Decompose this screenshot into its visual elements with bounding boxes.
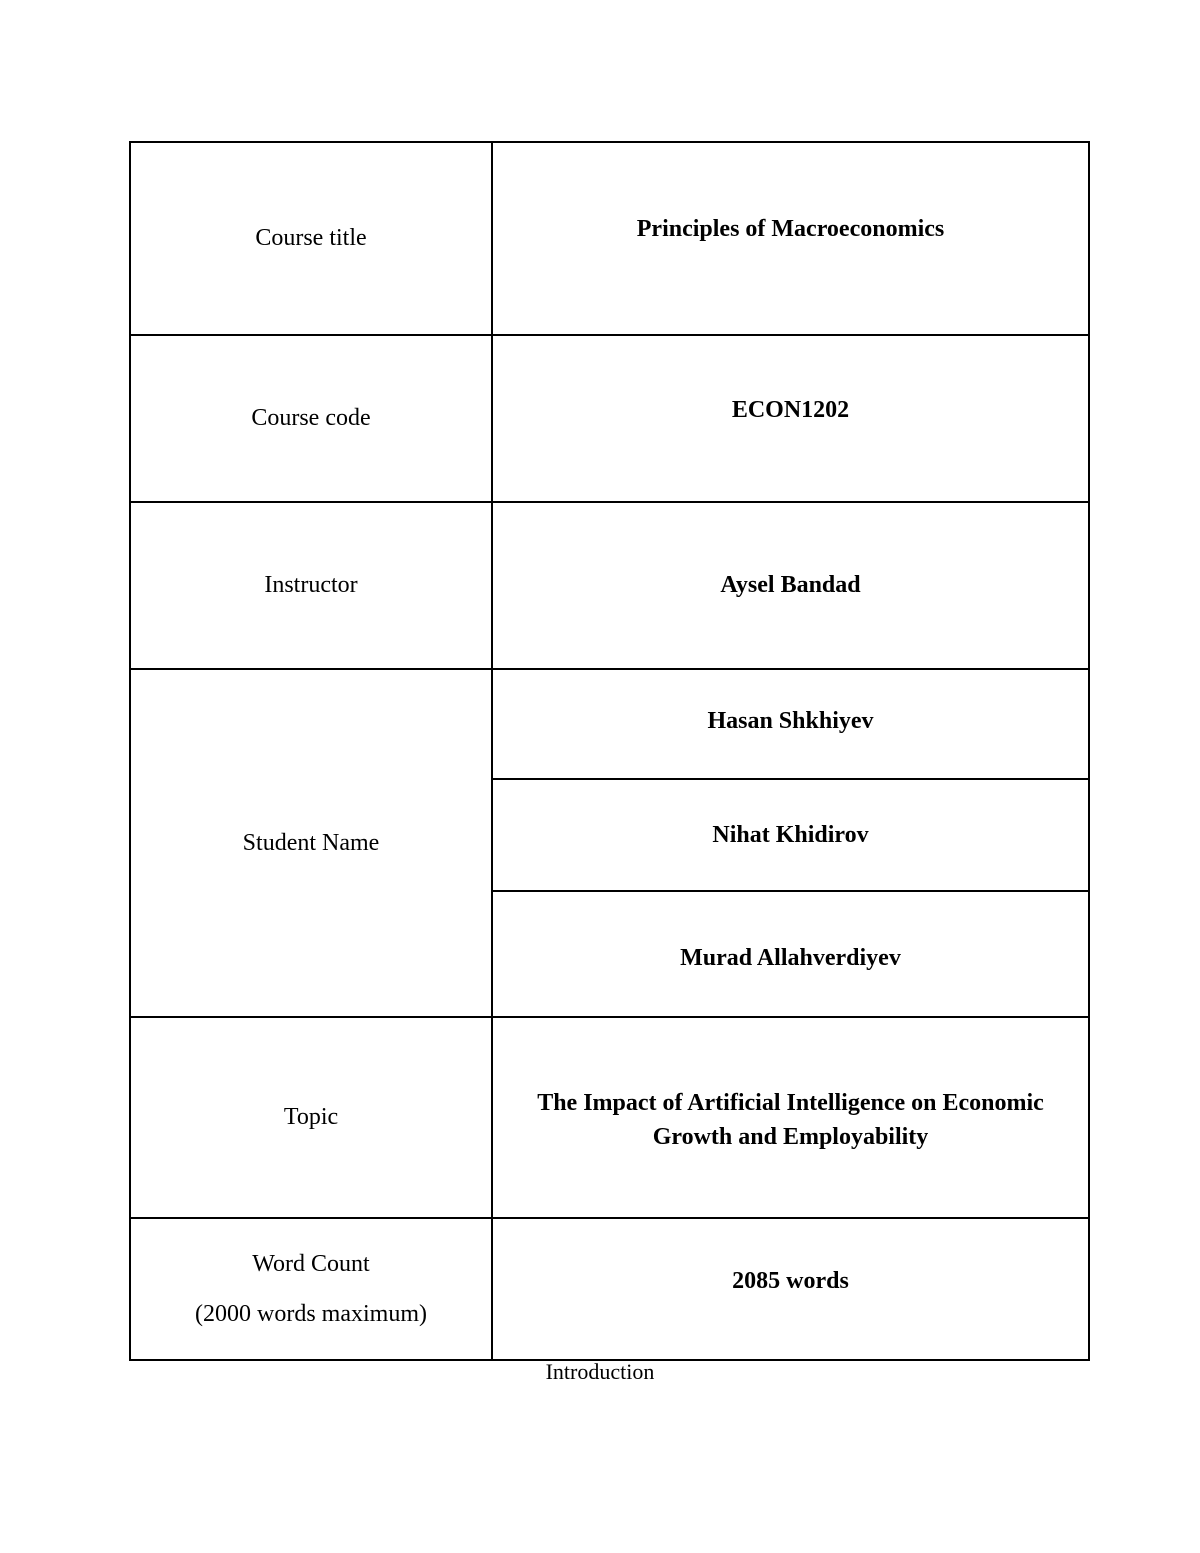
topic-value: The Impact of Artificial Intelligence on Economic Growth and Employability — [492, 1017, 1089, 1218]
student-name-value-1: Hasan Shkhiyev — [492, 669, 1089, 779]
word-count-label-cell — [130, 1218, 492, 1360]
course-title-label: Course title — [130, 142, 492, 335]
instructor-label: Instructor — [130, 502, 492, 669]
word-count-row — [130, 1218, 1089, 1360]
course-code-value: ECON1202 — [492, 335, 1089, 502]
student-name-label: Student Name — [130, 669, 492, 1017]
course-title-row — [130, 142, 1089, 335]
cover-page-table — [129, 141, 1090, 1361]
word-count-value: 2085 words — [492, 1218, 1089, 1360]
instructor-value: Aysel Bandad — [492, 502, 1089, 669]
introduction-heading: Introduction — [545, 1359, 655, 1384]
word-count-label: Word Count — [252, 1251, 370, 1277]
topic-row — [130, 1017, 1089, 1218]
course-code-row — [130, 335, 1089, 502]
student-name-value-2: Nihat Khidirov — [492, 779, 1089, 891]
word-count-limit: (2000 words maximum) — [195, 1301, 427, 1327]
student-name-value-3: Murad Allahverdiyev — [492, 891, 1089, 1017]
student-row-1 — [130, 669, 1089, 779]
topic-label: Topic — [130, 1017, 492, 1218]
course-code-label: Course code — [130, 335, 492, 502]
course-title-value: Principles of Macroeconomics — [492, 142, 1089, 335]
instructor-row — [130, 502, 1089, 669]
